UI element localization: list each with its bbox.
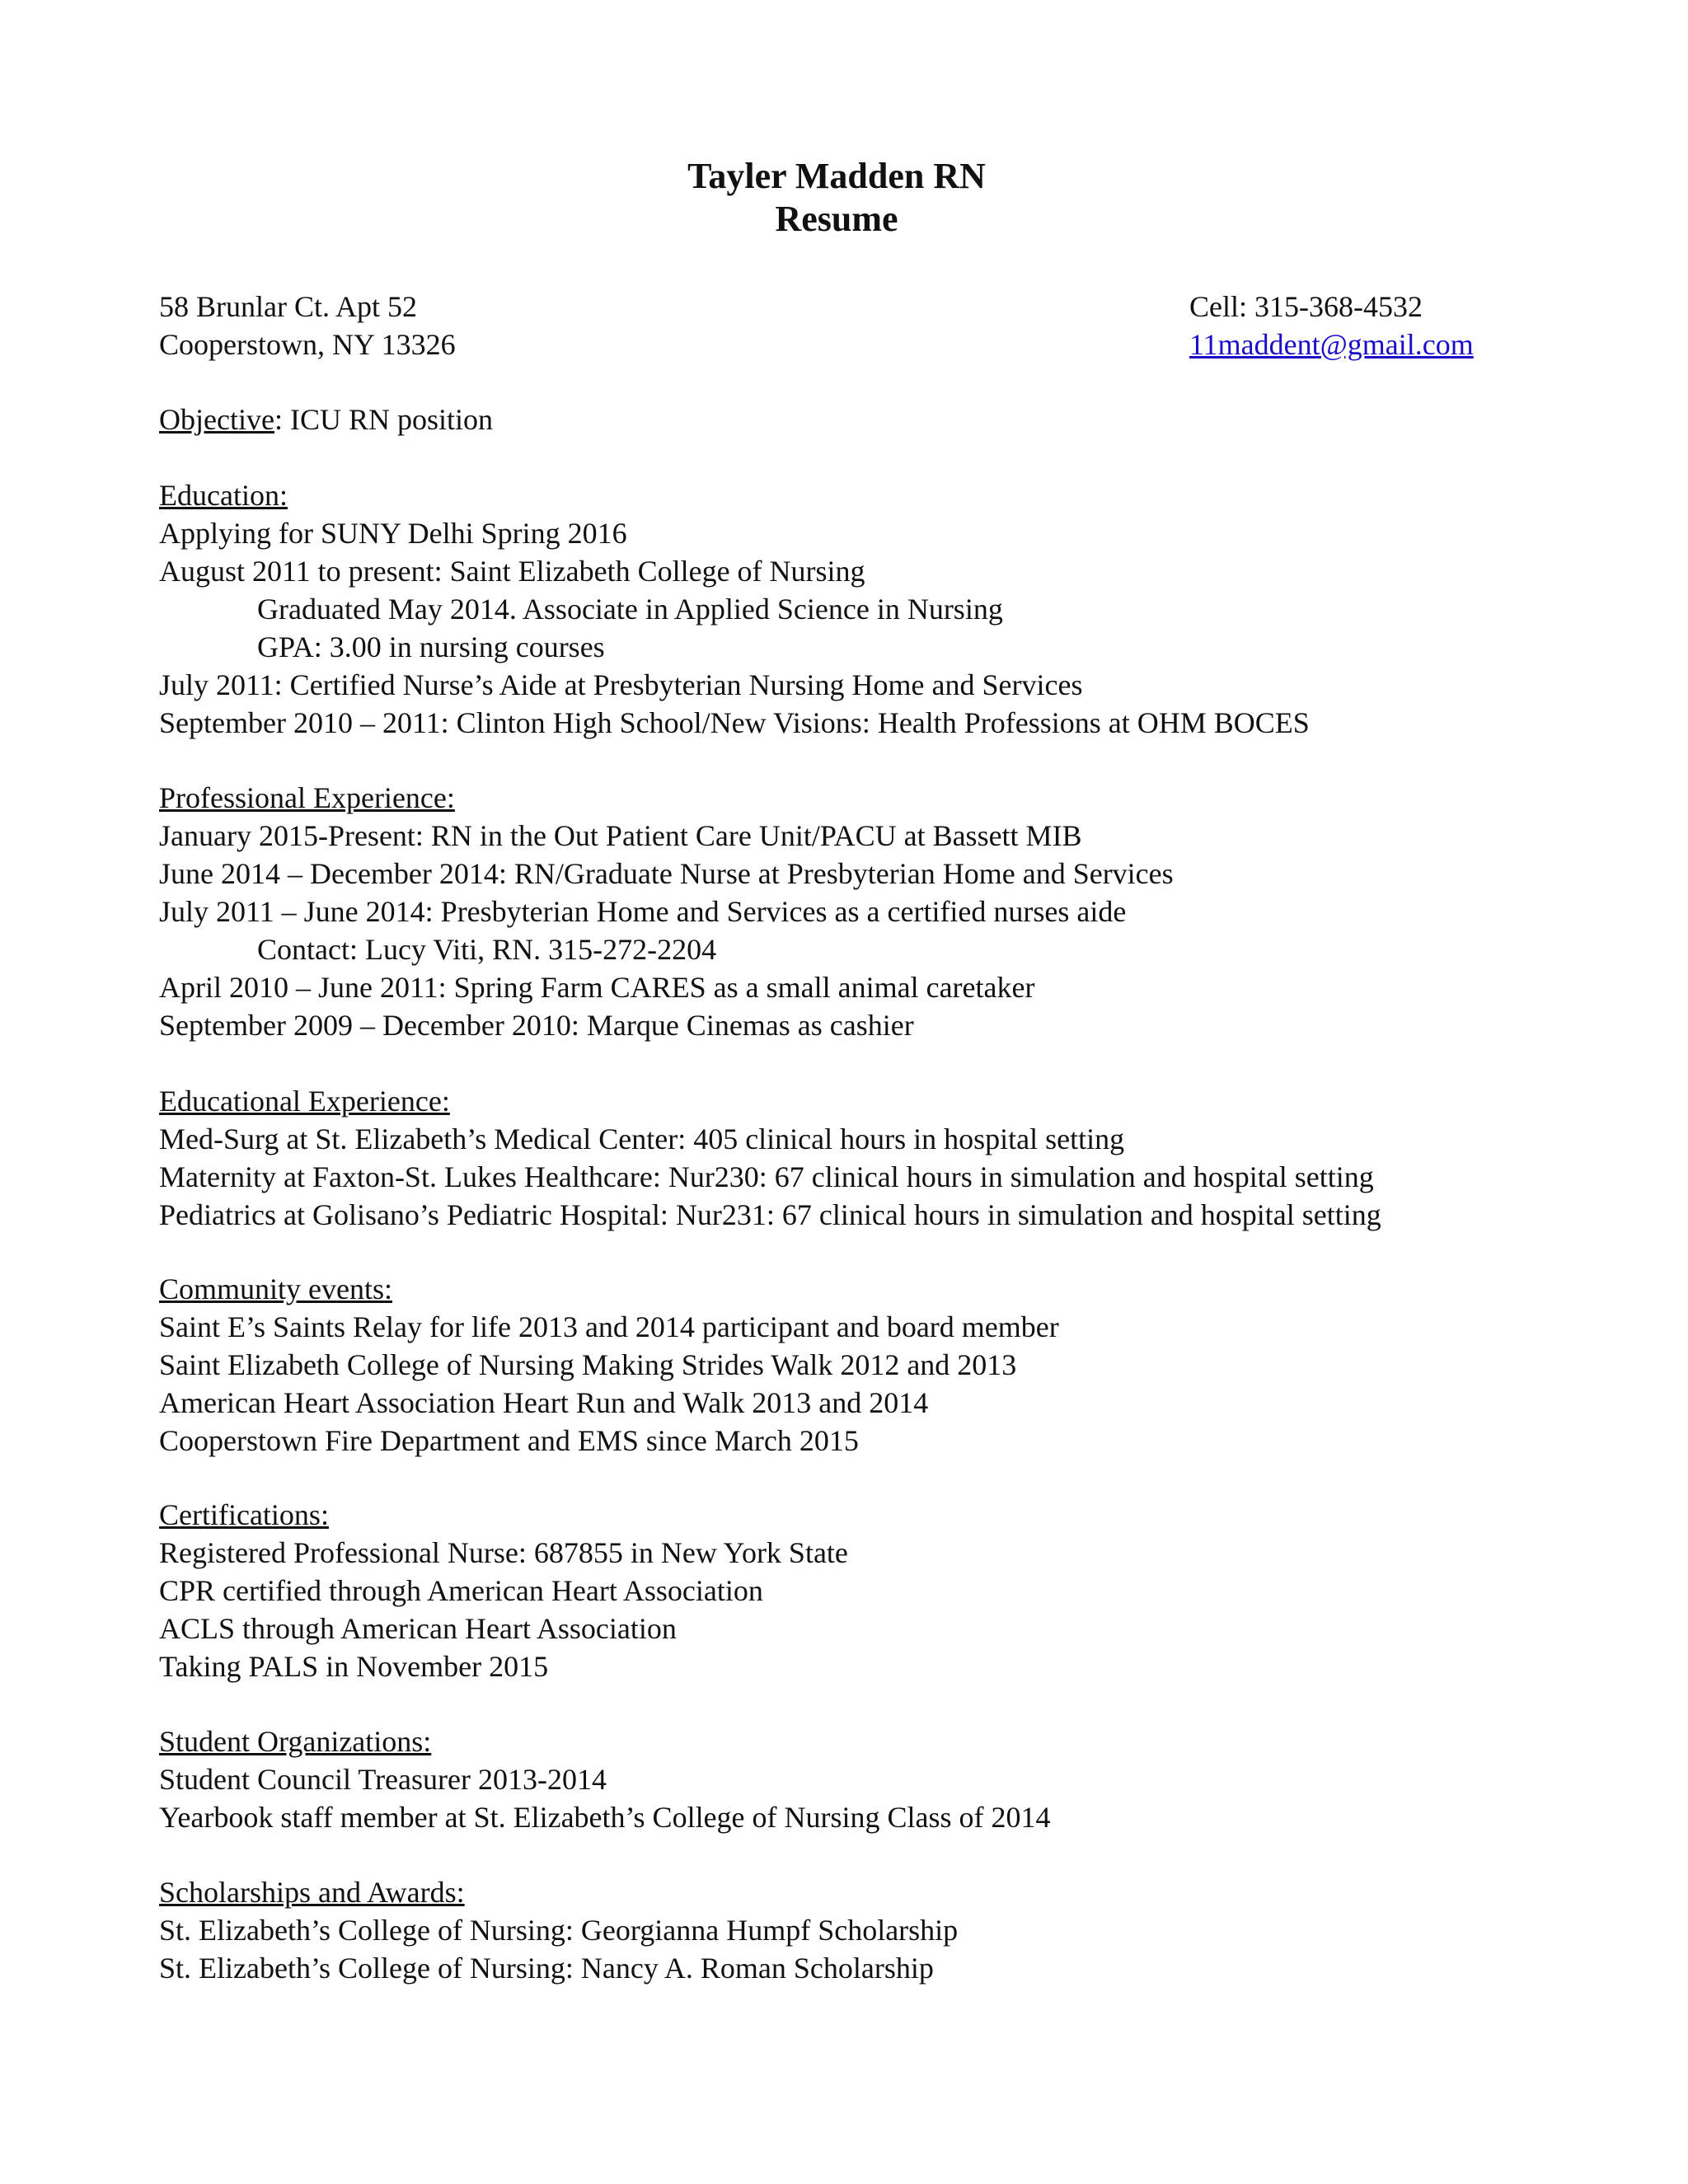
email-address[interactable]: 11maddent@gmail.com (1189, 328, 1474, 361)
award-item: St. Elizabeth’s College of Nursing: Nancy A. Roman Scholarship (159, 1952, 934, 1985)
cell-phone: Cell: 315-368-4532 (1189, 290, 1423, 323)
education-item: GPA: 3.00 in nursing courses (257, 630, 605, 663)
address-line-1: 58 Brunlar Ct. Apt 52 (159, 290, 417, 323)
email-link[interactable] (1189, 326, 1474, 363)
professional-item: April 2010 – June 2011: Spring Farm CARES as a small animal caretaker (159, 971, 1035, 1004)
certification-item: ACLS through American Heart Association (159, 1612, 677, 1645)
organization-item: Student Council Treasurer 2013-2014 (159, 1763, 607, 1796)
educational-item: Pediatrics at Golisano’s Pediatric Hospital: Nur231: 67 clinical hours in simulation and hospital setting (159, 1198, 1381, 1231)
certification-item: Registered Professional Nurse: 687855 in New York State (159, 1536, 848, 1569)
organizations-heading: Student Organizations: (159, 1725, 432, 1758)
certification-item: Taking PALS in November 2015 (159, 1650, 549, 1683)
objective-label: Objective (159, 403, 274, 436)
organization-item: Yearbook staff member at St. Elizabeth’s College of Nursing Class of 2014 (159, 1801, 1051, 1834)
professional-item: January 2015-Present: RN in the Out Patient Care Unit/PACU at Bassett MIB (159, 819, 1082, 852)
educational-item: Maternity at Faxton-St. Lukes Healthcare: Nur230: 67 clinical hours in simulation and hospital setting (159, 1160, 1374, 1193)
professional-heading: Professional Experience: (159, 781, 455, 814)
objective-line (159, 401, 493, 438)
community-item: Saint Elizabeth College of Nursing Making Strides Walk 2012 and 2013 (159, 1348, 1017, 1381)
community-item: Saint E’s Saints Relay for life 2013 and 2014 participant and board member (159, 1310, 1059, 1343)
education-item: August 2011 to present: Saint Elizabeth College of Nursing (159, 555, 865, 588)
applicant-name: Tayler Madden RN (687, 156, 986, 196)
certifications-heading: Certifications: (159, 1498, 329, 1531)
awards-heading: Scholarships and Awards: (159, 1876, 465, 1909)
educational-heading: Educational Experience: (159, 1085, 450, 1118)
address-line-2: Cooperstown, NY 13326 (159, 328, 456, 361)
community-item: American Heart Association Heart Run and Walk 2013 and 2014 (159, 1386, 929, 1419)
document-type: Resume (775, 199, 898, 239)
community-item: Cooperstown Fire Department and EMS since March 2015 (159, 1424, 859, 1457)
education-heading: Education: (159, 479, 288, 512)
professional-item: Contact: Lucy Viti, RN. 315-272-2204 (257, 933, 717, 966)
professional-item: June 2014 – December 2014: RN/Graduate Nurse at Presbyterian Home and Services (159, 857, 1174, 890)
educational-item: Med-Surg at St. Elizabeth’s Medical Center: 405 clinical hours in hospital setting (159, 1122, 1125, 1155)
award-item: St. Elizabeth’s College of Nursing: Georgianna Humpf Scholarship (159, 1914, 959, 1947)
professional-item: July 2011 – June 2014: Presbyterian Home and Services as a certified nurses aide (159, 895, 1127, 928)
education-item: July 2011: Certified Nurse’s Aide at Presbyterian Nursing Home and Services (159, 668, 1083, 701)
education-item: Applying for SUNY Delhi Spring 2016 (159, 517, 627, 550)
resume-title (0, 155, 1673, 241)
community-heading: Community events: (159, 1272, 392, 1305)
professional-item: September 2009 – December 2010: Marque Cinemas as cashier (159, 1009, 914, 1042)
objective-text: : ICU RN position (274, 403, 493, 436)
education-item: September 2010 – 2011: Clinton High School/New Visions: Health Professions at OHM BOCES (159, 706, 1310, 739)
certification-item: CPR certified through American Heart Association (159, 1574, 763, 1607)
education-item: Graduated May 2014. Associate in Applied Science in Nursing (257, 593, 1003, 626)
